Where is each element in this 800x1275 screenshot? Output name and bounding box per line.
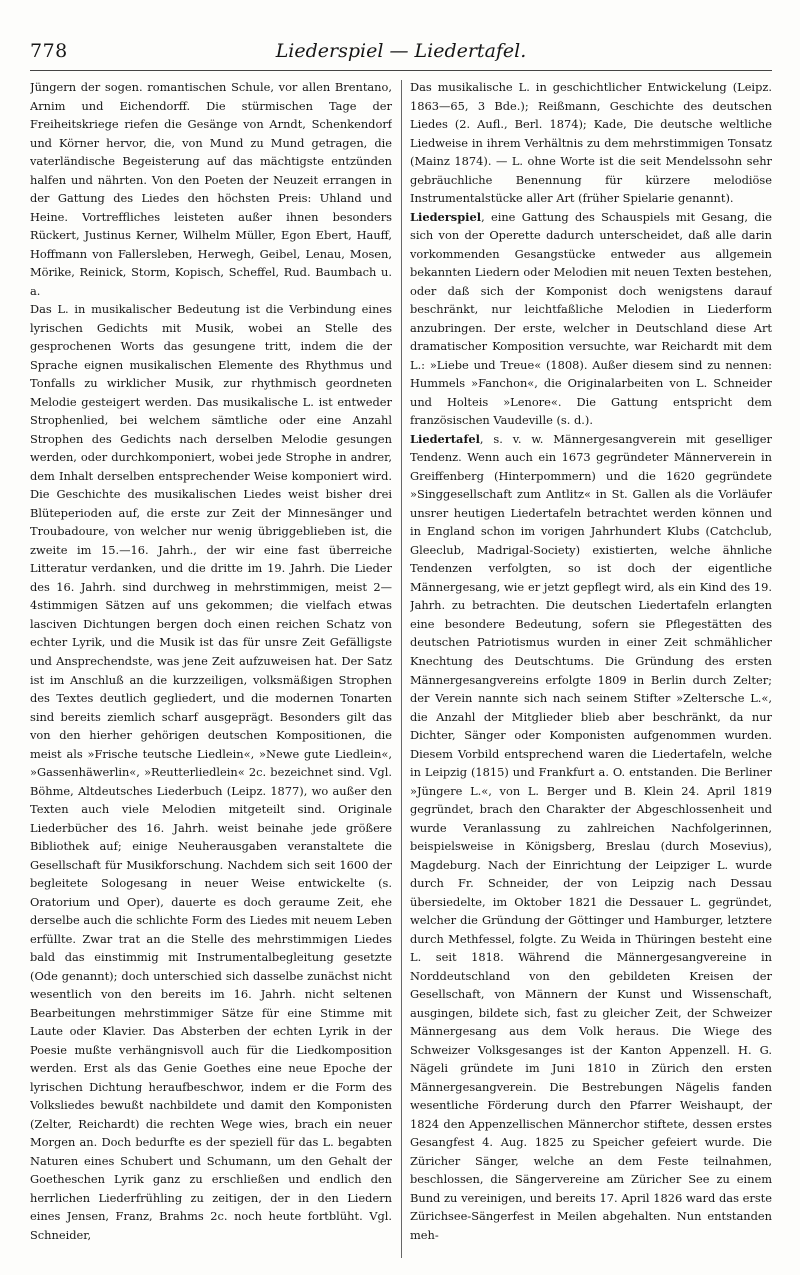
page-number: 778 [30, 40, 68, 62]
entry-liederspiel [410, 208, 772, 430]
text-columns [30, 78, 772, 1263]
page-header [30, 40, 772, 74]
paragraph-lied-poets: Jüngern der sogen. romantischen Schule, vor allen Brentano, Arnim und Eichendorff. Die stürmischen Tage der Freiheitskriege riefen die Gesänge von Arndt, Schenkendorf und Körner hervor, die, von Mund zu Mund getragen, die vaterländische Begeisterung auf das mächtigste entzünden halfen und nährten. Von den Poeten der Neuzeit errangen in der Gattung des Liedes den höchsten Preis: Uhland und Heine. Vortreffliches leisteten außer ihnen besonders Rückert, Justinus Kerner, Wilhelm Müller, Egon Ebert, Hauff, Hoffmann von Fallersleben, Herwegh, Geibel, Lenau, Mosen, Mörike, Reinick, Storm, Kopisch, Scheffel, Rud. Baumbach u. a. [30, 80, 392, 298]
lemma-liedertafel: Liedertafel [410, 431, 480, 446]
entry-liedertafel-text: , s. v. w. Männergesangverein mit geselliger Tendenz. Wenn auch ein 1673 gegründeter Männerverein in Greiffenberg (Hinterpommern) und die 1620 gegründete »Singgesellschaft zum Antlitz« in St. Gallen als die Vorläufer unsrer heutigen Liedertafeln betrachtet werden können und in England schon im vorigen Jahrhundert Klubs (Catchclub, Gleeclub, Madrigal-Society) existierten, welche ähnliche Tendenzen verfolgten, so ist doch der eigentliche Männergesang, wie er jetzt gepflegt wird, als ein Kind des 19. Jahrh. zu betrachten. Die deutschen Liedertafeln erlangten eine besondere Bedeutung, sofern sie Pflegestätten des deutschen Patriotismus wurden in einer Zeit schmählicher Knechtung des Deutschtums. Die Gründung des ersten Männergesangvereins erfolgte 1809 in Berlin durch Zelter; der Verein nannte sich nach seinem Stifter »Zeltersche L.«, die Anzahl der Mitglieder blieb aber beschränkt, da nur Dichter, Sänger oder Komponisten aufgenommen wurden. Diesem Vorbild entsprechend waren die Liedertafeln, welche in Leipzig (1815) und Frankfurt a. O. entstanden. Die Berliner »Jüngere L.«, von L. Berger und B. Klein 24. April 1819 gegründet, brach den Charakter der Abgeschlossenheit und wurde Veranlassung zu zahlreichen Nachfolgerinnen, beispielsweise in Königsberg, Breslau (durch Mosevius), Magdeburg. Nach der Einrichtung der Leipziger L. wurde durch Fr. Schneider, der von Leipzig nach Dessau übersiedelte, im Oktober 1821 die Dessauer L. gegründet, welcher die Gründung der Göttinger und Hamburger, letztere durch Methfessel, folgte. Zu Weida in Thüringen besteht eine L. seit 1818. Während die Männergesangvereine in Norddeutschland von den gebildeten Kreisen der Gesellschaft, von Männern der Kunst und Wissenschaft, ausgingen, bildete sich, fast zu gleicher Zeit, der Schweizer Männergesang aus dem Volk heraus. Die Wiege des Schweizer Volksgesanges ist der Kanton Appenzell. H. G. Nägeli gründete im Juni 1810 in Zürich den ersten Männergesangverein. Die Bestrebungen Nägelis fanden wesentliche Förderung durch den Pfarrer Weishaupt, der 1824 den Appenzellischen Männerchor stiftete, dessen erstes Gesangfest 4. Aug. 1825 zu Speicher gefeiert wurde. Die Züricher Sänger, welche an dem Feste teilnahmen, beschlossen, die Sängervereine am Züricher See zu einem Bund zu vereinigen, und bereits 17. April 1826 ward das erste Zürichsee-Sängerfest in Meilen abgehalten. Nun entstanden meh- [410, 431, 772, 1242]
paragraph-lied-bibliography: Das musikalische L. in geschichtlicher Entwickelung (Leipz. 1863—65, 3 Bde.); Reißmann, Geschichte des deutschen Liedes (2. Aufl., Berl. 1874); Kade, Die deutsche weltliche Liedweise in ihrem Verhältnis zu dem mehrstimmigen Tonsatz (Mainz 1874). — L. ohne Worte ist die seit Mendelssohn sehr gebräuchliche Benennung für kürzere melodiöse Instrumentalstücke aller Art (früher Spielarie genannt). [410, 80, 772, 206]
running-title: Liederspiel — Liedertafel. [275, 40, 527, 62]
right-column [410, 78, 772, 1263]
entry-liedertafel [410, 430, 772, 1245]
header-rule [30, 70, 772, 71]
lemma-liederspiel: Liederspiel [410, 209, 482, 224]
entry-liederspiel-text: , eine Gattung des Schauspiels mit Gesang, die sich von der Operette dadurch unterscheidet, daß alle darin vorkommenden Gesangstücke entweder aus allgemein bekannten Liedern oder Melodien mit neuen Texten bestehen, oder daß sich der Komponist doch wenigstens darauf beschränkt, nur leichtfaßliche Melodien in Liederform anzubringen. Der erste, welcher in Deutschland diese Art dramatischer Komposition versuchte, war Reichardt mit dem L.: »Liebe und Treue« (1808). Außer diesem sind zu nennen: Hummels »Fanchon«, die Originalarbeiten von L. Schneider und Holteis »Lenore«. Die Gattung entspricht dem französischen Vaudeville (s. d.). [410, 209, 772, 428]
left-column [30, 78, 392, 1263]
paragraph-lied-music: Das L. in musikalischer Bedeutung ist die Verbindung eines lyrischen Gedichts mit Musik, wobei an Stelle des gesprochenen Worts das gesungene tritt, indem die der Sprache eignen musikalischen Elemente des Rhythmus und Tonfalls zu wirklicher Musik, zur rhythmisch geordneten Melodie gesteigert werden. Das musikalische L. ist entweder Strophenlied, bei welchem sämtliche oder eine Anzahl Strophen des Gedichts nach derselben Melodie gesungen werden, oder durchkomponiert, wobei jede Strophe in andrer, dem Inhalt derselben entsprechender Weise komponiert wird. Die Geschichte des musikalischen Liedes weist bisher drei Blüteperioden auf, die erste zur Zeit der Minnesänger und Troubadoure, von welcher nur wenig übriggeblieben ist, die zweite im 15.—16. Jahrh., der wir eine fast überreiche Litteratur verdanken, und die dritte im 19. Jahrh. Die Lieder des 16. Jahrh. sind durchweg in mehrstimmigen, meist 2—4stimmigen Sätzen auf uns gekommen; die vielfach etwas lasciven Dichtungen bergen doch einen reichen Schatz von echter Lyrik, und die Musik ist das für unsre Zeit Gefälligste und Ansprechendste, was jene Zeit aufzuweisen hat. Der Satz ist im Anschluß an die kurzzeiligen, volksmäßigen Strophen des Textes deutlich gegliedert, und die modernen Tonarten sind bereits ziemlich scharf ausgeprägt. Besonders gilt das von den hierher gehörigen deutschen Kompositionen, die meist als »Frische teutsche Liedlein«, »Newe gute Liedlein«, »Gassenhäwerlin«, »Reutterliedlein« 2c. bezeichnet sind. Vgl. Böhme, Altdeutsches Liederbuch (Leipz. 1877), wo außer den Texten auch viele Melodien mitgeteilt sind. Originale Liederbücher des 16. Jahrh. weist beinahe jede größere Bibliothek auf; einige Neuherausgaben veranstaltete die Gesellschaft für Musikforschung. Nachdem sich seit 1600 der begleitete Sologesang in neuer Weise entwickelte (s. Oratorium und Oper), dauerte es doch geraume Zeit, ehe derselbe auch die schlichte Form des Liedes mit neuem Leben erfüllte. Zwar trat an die Stelle des mehrstimmigen Liedes bald das einstimmig mit Instrumentalbegleitung gesetzte (Ode genannt); doch unterschied sich dasselbe zunächst nicht wesentlich von den bereits im 16. Jahrh. nicht seltenen Bearbeitungen mehrstimmiger Sätze für eine Stimme mit Laute oder Klavier. Das Absterben der echten Lyrik in der Poesie mußte verhängnisvoll auch für die Liedkomposition werden. Erst als das Genie Goethes eine neue Epoche der lyrischen Dichtung heraufbeschwor, indem er die Form des Volksliedes bewußt nachbildete und damit den Komponisten (Zelter, Reichardt) die rechten Wege wies, brach ein neuer Morgen an. Doch bedurfte es der speziell für das L. begabten Naturen eines Schubert und Schumann, um den Gehalt der Goetheschen Lyrik ganz zu erschließen und endlich den herrlichen Liederfrühling zu zeitigen, der in den Liedern eines Jensen, Franz, Brahms 2c. noch heute fortblüht. Vgl. Schneider, [30, 302, 392, 1242]
column-divider [401, 80, 402, 1258]
